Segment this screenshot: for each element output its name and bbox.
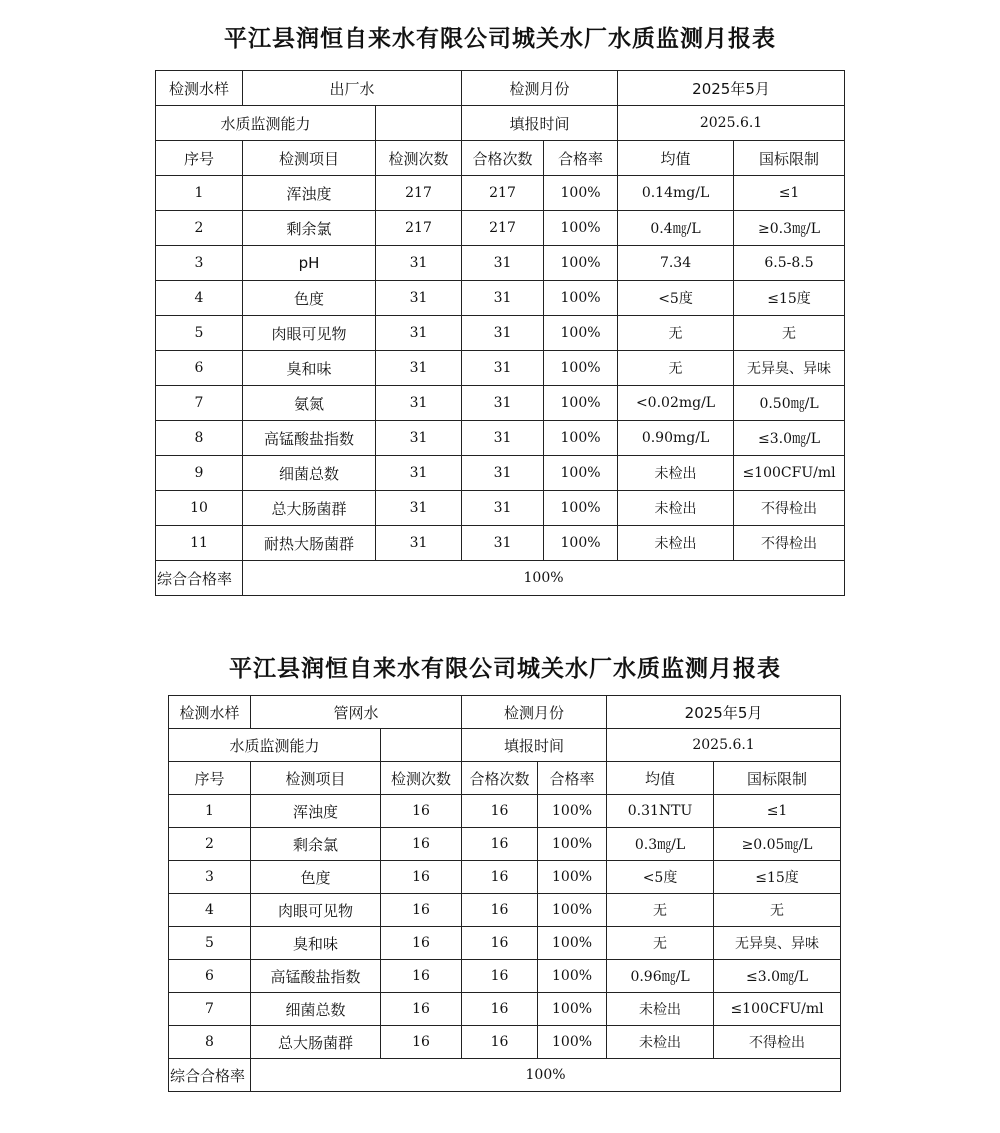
header-limit: 国标限制: [714, 762, 841, 795]
cell-pass: 31: [462, 421, 544, 456]
header-pass: 合格次数: [462, 141, 544, 176]
cell-item: 色度: [243, 281, 376, 316]
cell-limit: ≤3.0㎎/L: [714, 960, 841, 993]
cell-no: 2: [169, 828, 251, 861]
cell-item: 浑浊度: [251, 795, 381, 828]
cell-count: 217: [376, 211, 462, 246]
cell-rate: 100%: [538, 894, 607, 927]
table-row: [156, 211, 845, 246]
cell-limit: 0.50㎎/L: [734, 386, 845, 421]
month-label: 检测月份: [462, 696, 607, 729]
overall-value: 100%: [251, 1059, 841, 1092]
cell-pass: 31: [462, 351, 544, 386]
cell-rate: 100%: [544, 211, 618, 246]
cell-count: 16: [381, 960, 462, 993]
cell-item: 氨氮: [243, 386, 376, 421]
cell-pass: 31: [462, 526, 544, 561]
month-label: 检测月份: [462, 71, 618, 106]
overall-value: 100%: [243, 561, 845, 596]
cell-item: 臭和味: [251, 927, 381, 960]
cell-item: 肉眼可见物: [251, 894, 381, 927]
cell-count: 16: [381, 894, 462, 927]
cell-no: 4: [156, 281, 243, 316]
table-row: [169, 993, 841, 1026]
report2-meta-row-1: [169, 696, 841, 729]
cell-no: 9: [156, 456, 243, 491]
cell-rate: 100%: [544, 281, 618, 316]
cell-rate: 100%: [544, 386, 618, 421]
cell-count: 31: [376, 386, 462, 421]
table-row: [156, 351, 845, 386]
table-row: [169, 861, 841, 894]
cell-no: 5: [156, 316, 243, 351]
report1-title: 平江县润恒自来水有限公司城关水厂水质监测月报表: [224, 25, 776, 52]
cell-count: 31: [376, 456, 462, 491]
capability-label: 水质监测能力: [169, 729, 381, 762]
table-row: [156, 526, 845, 561]
cell-count: 31: [376, 281, 462, 316]
cell-pass: 31: [462, 316, 544, 351]
month-value: 2025年5月: [607, 696, 841, 729]
cell-rate: 100%: [544, 351, 618, 386]
cell-item: 细菌总数: [251, 993, 381, 1026]
cell-limit: 无: [714, 894, 841, 927]
cell-count: 16: [381, 993, 462, 1026]
report-time-label: 填报时间: [462, 729, 607, 762]
cell-rate: 100%: [538, 828, 607, 861]
cell-pass: 16: [462, 927, 538, 960]
cell-no: 10: [156, 491, 243, 526]
cell-pass: 217: [462, 211, 544, 246]
header-pass: 合格次数: [462, 762, 538, 795]
cell-no: 5: [169, 927, 251, 960]
cell-limit: 6.5-8.5: [734, 246, 845, 281]
cell-mean: 无: [618, 351, 734, 386]
table-row: [169, 828, 841, 861]
cell-mean: 无: [607, 927, 714, 960]
cell-no: 11: [156, 526, 243, 561]
month-value: 2025年5月: [618, 71, 845, 106]
table-row: [169, 894, 841, 927]
table-row: [156, 491, 845, 526]
cell-no: 1: [156, 176, 243, 211]
cell-no: 7: [156, 386, 243, 421]
cell-count: 31: [376, 316, 462, 351]
cell-count: 16: [381, 861, 462, 894]
cell-limit: ≤3.0㎎/L: [734, 421, 845, 456]
header-count: 检测次数: [376, 141, 462, 176]
table-row: [156, 456, 845, 491]
report2-meta-row-2: [169, 729, 841, 762]
cell-rate: 100%: [538, 960, 607, 993]
cell-limit: 无异臭、异味: [714, 927, 841, 960]
cell-rate: 100%: [544, 176, 618, 211]
cell-limit: 不得检出: [714, 1026, 841, 1059]
cell-rate: 100%: [544, 526, 618, 561]
cell-pass: 16: [462, 1026, 538, 1059]
cell-no: 8: [169, 1026, 251, 1059]
report-time-value: 2025.6.1: [607, 729, 841, 762]
cell-pass: 31: [462, 491, 544, 526]
cell-mean: <5度: [618, 281, 734, 316]
header-mean: 均值: [618, 141, 734, 176]
table-row: [169, 960, 841, 993]
cell-mean: 0.96㎎/L: [607, 960, 714, 993]
cell-pass: 31: [462, 246, 544, 281]
cell-count: 16: [381, 927, 462, 960]
cell-no: 6: [169, 960, 251, 993]
cell-mean: 无: [607, 894, 714, 927]
table-row: [156, 386, 845, 421]
cell-mean: <5度: [607, 861, 714, 894]
header-no: 序号: [156, 141, 243, 176]
header-item: 检测项目: [251, 762, 381, 795]
capability-value: [376, 106, 462, 141]
cell-limit: 无异臭、异味: [734, 351, 845, 386]
cell-no: 1: [169, 795, 251, 828]
report-time-label: 填报时间: [462, 106, 618, 141]
cell-rate: 100%: [538, 993, 607, 1026]
cell-limit: ≤1: [734, 176, 845, 211]
cell-no: 2: [156, 211, 243, 246]
table-row: [169, 1026, 841, 1059]
sample-value: 管网水: [251, 696, 462, 729]
cell-item: 高锰酸盐指数: [243, 421, 376, 456]
cell-rate: 100%: [538, 795, 607, 828]
header-limit: 国标限制: [734, 141, 845, 176]
table-row: [156, 246, 845, 281]
cell-item: 高锰酸盐指数: [251, 960, 381, 993]
cell-no: 6: [156, 351, 243, 386]
sample-label: 检测水样: [156, 71, 243, 106]
table-row: [156, 421, 845, 456]
cell-mean: 未检出: [618, 456, 734, 491]
cell-mean: <0.02mg/L: [618, 386, 734, 421]
cell-mean: 7.34: [618, 246, 734, 281]
report1-table: [155, 70, 845, 596]
report2-overall-row: [169, 1059, 841, 1092]
cell-mean: 未检出: [607, 1026, 714, 1059]
report-time-value: 2025.6.1: [618, 106, 845, 141]
cell-item: 臭和味: [243, 351, 376, 386]
cell-rate: 100%: [544, 246, 618, 281]
cell-mean: 未检出: [607, 993, 714, 1026]
cell-item: 细菌总数: [243, 456, 376, 491]
sample-value: 出厂水: [243, 71, 462, 106]
cell-count: 31: [376, 421, 462, 456]
cell-item: 肉眼可见物: [243, 316, 376, 351]
cell-limit: 不得检出: [734, 491, 845, 526]
cell-count: 31: [376, 526, 462, 561]
table-row: [169, 795, 841, 828]
cell-item: pH: [243, 246, 376, 281]
cell-pass: 31: [462, 456, 544, 491]
report1-rows: [156, 176, 845, 561]
table-row: [156, 316, 845, 351]
cell-pass: 16: [462, 960, 538, 993]
report1-meta-row-1: [156, 71, 845, 106]
header-item: 检测项目: [243, 141, 376, 176]
cell-mean: 无: [618, 316, 734, 351]
cell-pass: 217: [462, 176, 544, 211]
cell-no: 3: [169, 861, 251, 894]
cell-mean: 未检出: [618, 491, 734, 526]
table-row: [156, 176, 845, 211]
cell-rate: 100%: [544, 316, 618, 351]
cell-count: 16: [381, 795, 462, 828]
cell-mean: 0.31NTU: [607, 795, 714, 828]
cell-limit: 无: [734, 316, 845, 351]
cell-mean: 0.14mg/L: [618, 176, 734, 211]
cell-mean: 0.3㎎/L: [607, 828, 714, 861]
cell-limit: ≤15度: [714, 861, 841, 894]
report2-table: [168, 695, 841, 1092]
cell-limit: ≤100CFU/ml: [714, 993, 841, 1026]
cell-rate: 100%: [544, 421, 618, 456]
header-no: 序号: [169, 762, 251, 795]
report1-meta-row-2: [156, 106, 845, 141]
cell-mean: 0.4㎎/L: [618, 211, 734, 246]
cell-limit: ≥0.3㎎/L: [734, 211, 845, 246]
overall-label: 综合合格率: [169, 1059, 251, 1092]
cell-mean: 未检出: [618, 526, 734, 561]
table-row: [169, 927, 841, 960]
header-count: 检测次数: [381, 762, 462, 795]
cell-limit: ≤100CFU/ml: [734, 456, 845, 491]
cell-item: 色度: [251, 861, 381, 894]
cell-pass: 16: [462, 861, 538, 894]
cell-pass: 16: [462, 894, 538, 927]
cell-pass: 31: [462, 386, 544, 421]
report2-header-row: [169, 762, 841, 795]
sample-label: 检测水样: [169, 696, 251, 729]
cell-pass: 16: [462, 993, 538, 1026]
cell-limit: ≤1: [714, 795, 841, 828]
report2-title: 平江县润恒自来水有限公司城关水厂水质监测月报表: [229, 655, 781, 682]
cell-count: 16: [381, 1026, 462, 1059]
header-rate: 合格率: [544, 141, 618, 176]
header-rate: 合格率: [538, 762, 607, 795]
cell-count: 16: [381, 828, 462, 861]
cell-rate: 100%: [544, 456, 618, 491]
cell-limit: ≤15度: [734, 281, 845, 316]
cell-pass: 16: [462, 828, 538, 861]
cell-no: 4: [169, 894, 251, 927]
overall-label: 综合合格率: [156, 561, 243, 596]
cell-item: 总大肠菌群: [243, 491, 376, 526]
cell-limit: ≥0.05㎎/L: [714, 828, 841, 861]
cell-item: 剩余氯: [243, 211, 376, 246]
header-mean: 均值: [607, 762, 714, 795]
cell-pass: 31: [462, 281, 544, 316]
cell-no: 7: [169, 993, 251, 1026]
capability-label: 水质监测能力: [156, 106, 376, 141]
cell-count: 31: [376, 246, 462, 281]
report1-overall-row: [156, 561, 845, 596]
cell-item: 剩余氯: [251, 828, 381, 861]
cell-no: 8: [156, 421, 243, 456]
cell-item: 浑浊度: [243, 176, 376, 211]
cell-limit: 不得检出: [734, 526, 845, 561]
cell-item: 总大肠菌群: [251, 1026, 381, 1059]
cell-no: 3: [156, 246, 243, 281]
cell-item: 耐热大肠菌群: [243, 526, 376, 561]
cell-rate: 100%: [544, 491, 618, 526]
capability-value: [381, 729, 462, 762]
report2-rows: [169, 795, 841, 1059]
cell-count: 217: [376, 176, 462, 211]
cell-rate: 100%: [538, 861, 607, 894]
cell-pass: 16: [462, 795, 538, 828]
cell-rate: 100%: [538, 1026, 607, 1059]
cell-rate: 100%: [538, 927, 607, 960]
table-row: [156, 281, 845, 316]
cell-count: 31: [376, 491, 462, 526]
cell-mean: 0.90mg/L: [618, 421, 734, 456]
cell-count: 31: [376, 351, 462, 386]
report1-header-row: [156, 141, 845, 176]
